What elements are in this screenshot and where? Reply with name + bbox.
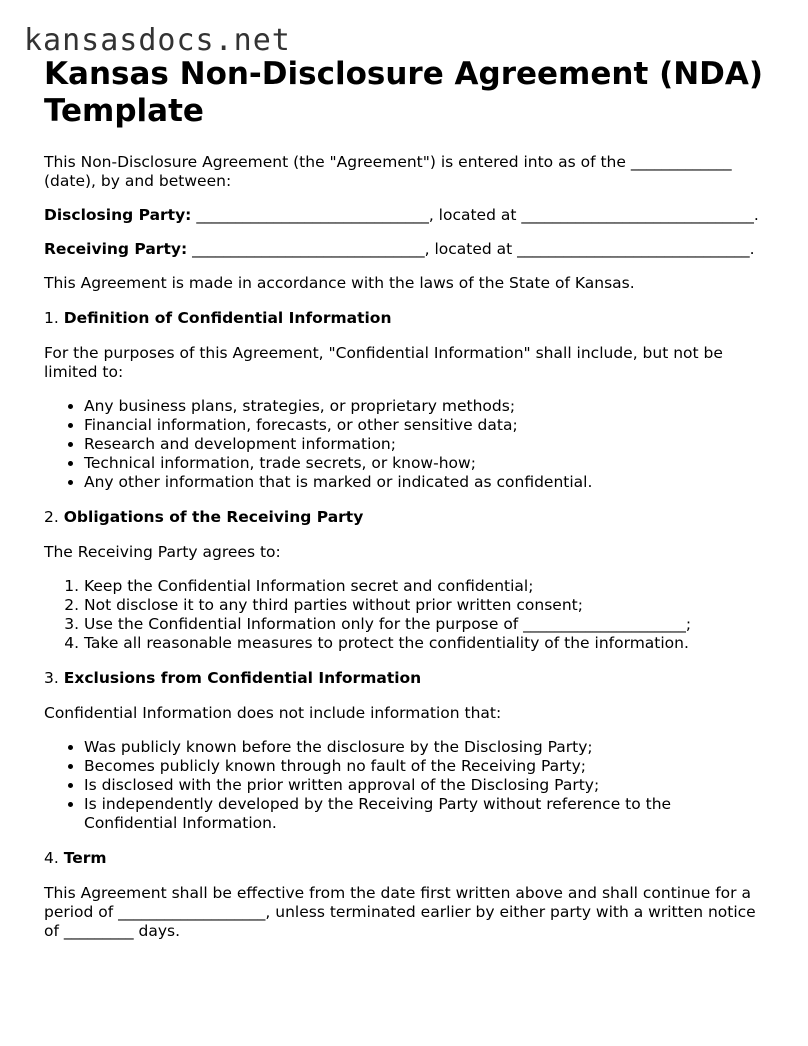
document-title: Kansas Non-Disclosure Agreement (NDA) Template xyxy=(44,56,764,129)
list-item: • Was publicly known before the disclosure by the Disclosing Party; xyxy=(84,738,764,757)
list-item: • Is disclosed with the prior written approval of the Disclosing Party; xyxy=(84,776,764,795)
section-1-heading xyxy=(44,309,764,328)
section-2-number: 2. xyxy=(44,508,59,526)
section-4-heading xyxy=(44,849,764,868)
list-item: 1. Keep the Confidential Information secret and confidential; xyxy=(84,577,764,596)
governing-law-statement: This Agreement is made in accordance with the laws of the State of Kansas. xyxy=(44,274,635,292)
list-item: • Any other information that is marked or indicated as confidential. xyxy=(84,473,764,492)
section-2-paragraph: The Receiving Party agrees to: xyxy=(44,543,281,561)
section-2-list xyxy=(44,577,764,653)
receiving-party-label: Receiving Party: xyxy=(44,240,188,258)
disclosing-party-label: Disclosing Party: xyxy=(44,206,192,224)
list-item: • Any business plans, strategies, or proprietary methods; xyxy=(84,397,764,416)
section-4-number: 4. xyxy=(44,849,59,867)
receiving-party-line xyxy=(44,240,764,259)
disclosing-party-line xyxy=(44,206,764,225)
section-3-paragraph: Confidential Information does not include information that: xyxy=(44,704,502,722)
receiving-party-text: ______________________________, located at ______________________________. xyxy=(187,240,755,258)
section-3-number: 3. xyxy=(44,669,59,687)
list-item: • Financial information, forecasts, or other sensitive data; xyxy=(84,416,764,435)
list-item: • Is independently developed by the Receiving Party without reference to the Confidential Information. xyxy=(84,795,764,833)
section-2-heading xyxy=(44,508,764,527)
section-1-title: Definition of Confidential Information xyxy=(63,309,392,327)
section-2-title: Obligations of the Receiving Party xyxy=(63,508,364,526)
section-1-list xyxy=(44,397,764,492)
list-item: • Research and development information; xyxy=(84,435,764,454)
list-item: • Becomes publicly known through no fault of the Receiving Party; xyxy=(84,757,764,776)
site-watermark: kansasdocs.net xyxy=(24,23,291,58)
section-1-paragraph: For the purposes of this Agreement, "Confidential Information" shall include, but not be limited to: xyxy=(44,344,723,381)
list-item: 2. Not disclose it to any third parties without prior written consent; xyxy=(84,596,764,615)
section-3-list xyxy=(44,738,764,833)
intro-paragraph: This Non-Disclosure Agreement (the "Agreement") is entered into as of the _____________ (date), by and between: xyxy=(44,153,732,190)
section-4-paragraph: This Agreement shall be effective from the date first written above and shall continue for a period of ___________________, unless terminated earlier by either party with a written notice of _________ days. xyxy=(44,884,756,940)
document-page xyxy=(44,56,764,941)
section-3-title: Exclusions from Confidential Information xyxy=(63,669,422,687)
list-item: 4. Take all reasonable measures to protect the confidentiality of the information. xyxy=(84,634,764,653)
disclosing-party-text: ______________________________, located at ______________________________. xyxy=(191,206,759,224)
section-3-heading xyxy=(44,669,764,688)
section-1-number: 1. xyxy=(44,309,59,327)
list-item: • Technical information, trade secrets, or know-how; xyxy=(84,454,764,473)
section-4-title: Term xyxy=(63,849,107,867)
list-item: 3. Use the Confidential Information only for the purpose of _____________________; xyxy=(84,615,764,634)
